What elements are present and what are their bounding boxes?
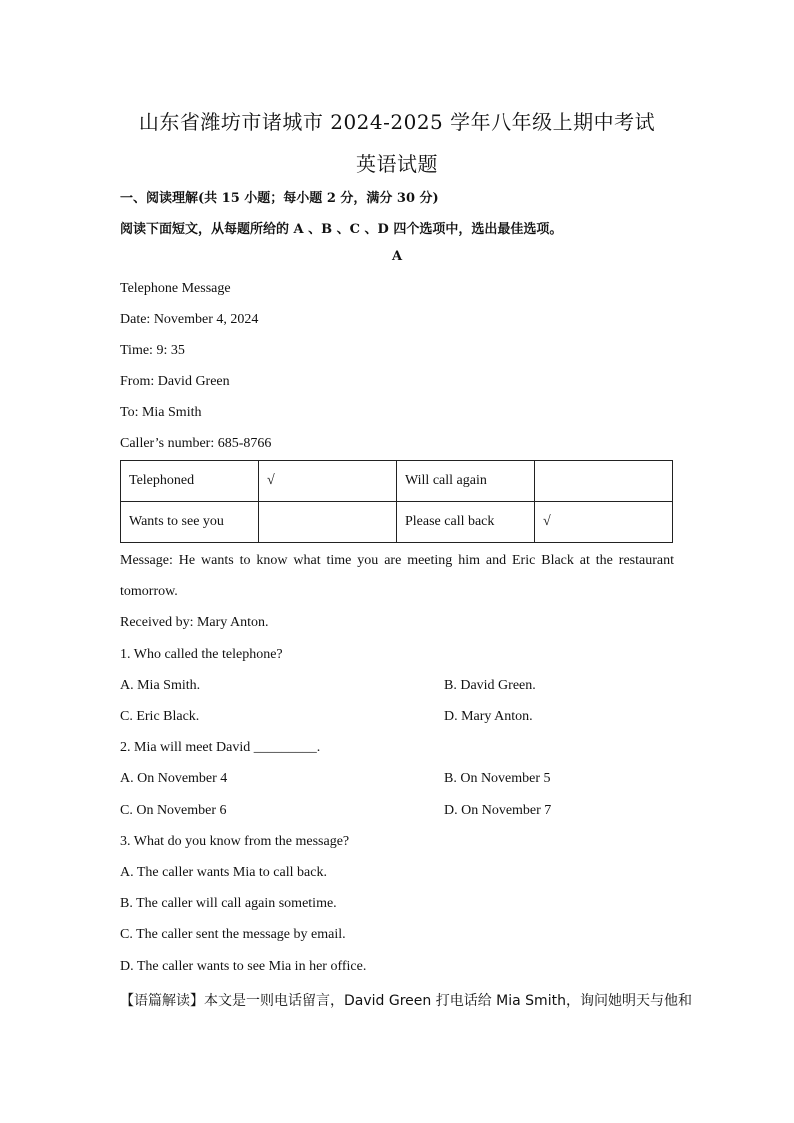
question-2-option-d: D. On November 7 bbox=[444, 803, 552, 818]
question-3-stem: 3. What do you know from the message? bbox=[120, 834, 350, 849]
question-1-stem: 1. Who called the telephone? bbox=[120, 647, 283, 662]
question-2-stem: 2. Mia will meet David _________. bbox=[120, 740, 321, 755]
caller-number: Caller’s number: 685-8766 bbox=[120, 436, 272, 451]
message-time: Time: 9: 35 bbox=[120, 343, 185, 358]
table-cell: Wants to see you bbox=[121, 502, 259, 543]
table-row bbox=[121, 502, 673, 543]
question-1-option-a: A. Mia Smith. bbox=[120, 678, 201, 693]
message-body-line2: tomorrow. bbox=[120, 584, 178, 599]
table-row bbox=[121, 461, 673, 502]
table-cell: Please call back bbox=[397, 502, 535, 543]
message-table bbox=[120, 460, 673, 543]
message-body-line1: Message: He wants to know what time you are meeting him and Eric Black at the restaurant bbox=[120, 553, 674, 568]
table-cell: √ bbox=[535, 502, 673, 543]
question-2-option-b: B. On November 5 bbox=[444, 771, 551, 786]
instruction-text: 阅读下面短文，从每题所给的 A 、B 、C 、D 四个选项中，选出最佳选项。 bbox=[120, 222, 563, 237]
question-2-option-c: C. On November 6 bbox=[120, 803, 227, 818]
table-cell: Telephoned bbox=[121, 461, 259, 502]
question-3-option-d: D. The caller wants to see Mia in her office. bbox=[120, 959, 367, 974]
passage-label: A bbox=[391, 249, 403, 264]
section-heading: 一、阅读理解(共 15 小题；每小题 2 分，满分 30 分) bbox=[120, 191, 439, 206]
table-cell bbox=[535, 461, 673, 502]
message-date: Date: November 4, 2024 bbox=[120, 312, 259, 327]
table-cell: Will call again bbox=[397, 461, 535, 502]
question-1-option-c: C. Eric Black. bbox=[120, 709, 200, 724]
message-to: To: Mia Smith bbox=[120, 405, 202, 420]
question-1-option-d: D. Mary Anton. bbox=[444, 709, 533, 724]
table-cell bbox=[259, 502, 397, 543]
exam-subtitle: 英语试题 bbox=[356, 152, 438, 176]
table-cell: √ bbox=[259, 461, 397, 502]
question-3-option-b: B. The caller will call again sometime. bbox=[120, 896, 337, 911]
question-2-option-a: A. On November 4 bbox=[120, 771, 228, 786]
question-3-option-a: A. The caller wants Mia to call back. bbox=[120, 865, 327, 880]
question-1-option-b: B. David Green. bbox=[444, 678, 536, 693]
question-3-option-c: C. The caller sent the message by email. bbox=[120, 927, 346, 942]
message-heading: Telephone Message bbox=[120, 281, 231, 296]
message-from: From: David Green bbox=[120, 374, 230, 389]
passage-analysis: 【语篇解读】本文是一则电话留言，David Green 打电话给 Mia Smith，询问她明天与他和 bbox=[120, 993, 692, 1009]
received-by: Received by: Mary Anton. bbox=[120, 615, 269, 630]
exam-title: 山东省潍坊市诸城市 2024-2025 学年八年级上期中考试 bbox=[138, 110, 656, 134]
